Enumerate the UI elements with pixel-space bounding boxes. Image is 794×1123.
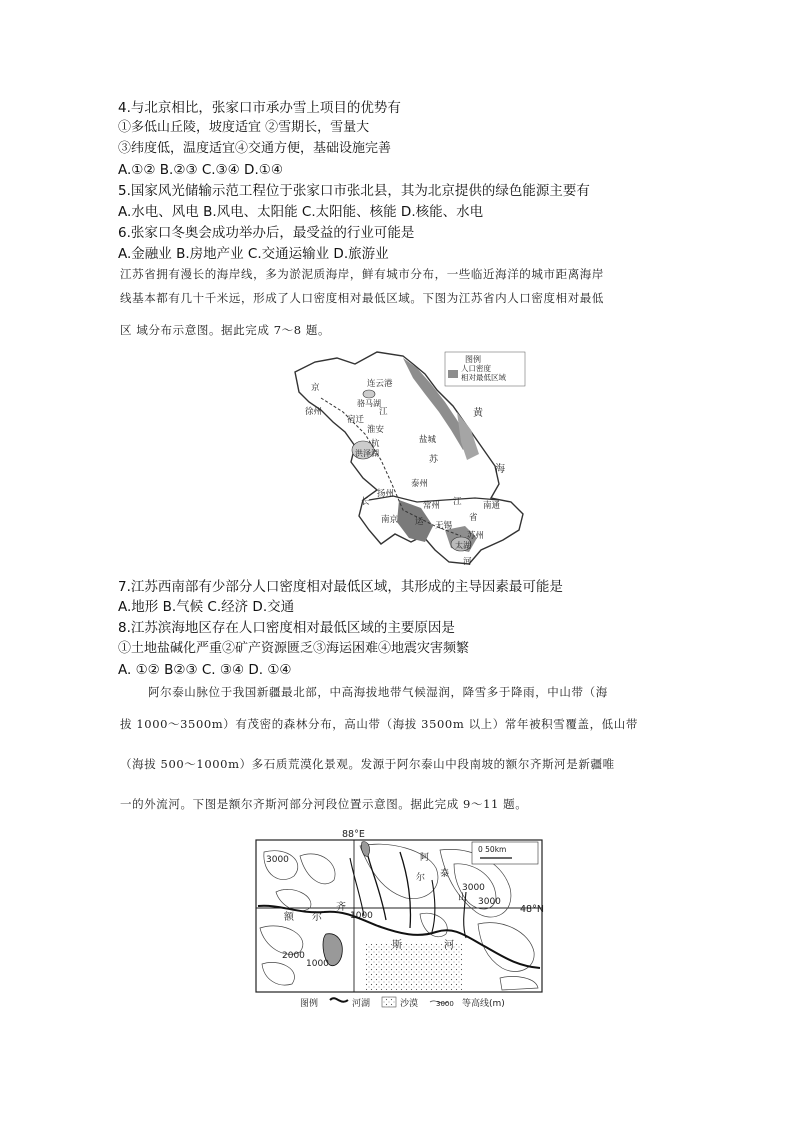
place-wuxi: 无锡 [435,521,453,531]
legend2-desert: 沙漠 [400,999,419,1009]
place-nanjing: 南京 [381,515,399,525]
legend-label-2: 相对最低区域 [461,373,506,382]
place-taizhou: 泰州 [411,479,429,489]
contour-2000: 2000 [282,951,305,961]
passage2-line4: 一的外流河。下图是额尔齐斯河部分河段位置示意图。据此完成 9～11 题。 [120,797,528,811]
q6-choices: A.金融业 B.房地产业 C.交通运输业 D.旅游业 [118,246,389,262]
place-jing: 京 [311,383,320,393]
jiangsu-map [285,350,530,568]
river-label-e: 额 [284,912,294,923]
legend-title: 图例 [465,355,481,364]
contour-1000-a: 1000 [306,959,329,969]
passage1-line2: 线基本都有几十千米远，形成了人口密度相对最低区域。下图为江苏省内人口密度相对最低 [120,291,604,305]
legend-swatch [448,370,458,378]
river-label-qi: 齐 [336,902,346,913]
contour-3000-a: 3000 [266,855,289,865]
q5-stem: 5.国家风光储输示范工程位于张家口市张北县，其为北京提供的绿色能源主要有 [118,183,590,199]
river-label-si: 斯 [392,940,402,951]
mtn-label-tai: 泰 [440,869,450,879]
q4-options-1: ①多低山丘陵，坡度适宜 ②雪期长，雪量大 [118,120,370,135]
q6-stem: 6.张家口冬奥会成功举办后，最受益的行业可能是 [118,225,415,241]
q8-choices: A. ①② B②③ C. ③④ D. ①④ [118,662,292,678]
place-lianyungang: 连云港 [367,379,393,389]
irtysh-map [240,828,558,1013]
place-nantong: 南通 [483,501,501,511]
lat-label: 48°N [520,904,544,915]
mtn-label-a: 阿 [420,853,430,863]
place-su: 苏 [429,455,439,465]
place-jiang: 江 [379,407,388,417]
irtysh-map-svg [240,828,558,1013]
q8-options: ①土地盐碱化严重②矿产资源匮乏③海运困难④地震灾害频繁 [118,641,470,656]
place-luomahu: 骆马湖 [357,399,381,408]
mtn-label-shan: 山 [458,893,468,903]
place-xuzhou: 徐州 [305,407,323,417]
legend2-contour-value: 3000 [436,1000,454,1008]
q7-stem: 7.江苏西南部有少部分人口密度相对最低区域，其形成的主导因素最可能是 [118,579,563,595]
passage2-line2: 拔 1000～3500m）有茂密的森林分布，高山带（海拔 3500m 以上）常年被积雪覆盖，低山带 [120,717,638,731]
scale-label: 0 50km [478,845,507,854]
place-huang: 黄 [473,408,483,419]
place-yun: 运 [415,517,424,527]
legend-label-1: 人口密度 [461,364,491,373]
place-suqian: 宿迁 [347,415,365,425]
place-suzhou: 苏州 [467,531,485,541]
q8-stem: 8.江苏滨海地区存在人口密度相对最低区域的主要原因是 [118,620,455,636]
place-he: 河 [463,557,472,567]
q4-choices: A.①② B.②③ C.③④ D.①④ [118,162,283,178]
q7-choices: A.地形 B.气候 C.经济 D.交通 [118,599,295,615]
place-hongzehu: 洪泽湖 [355,449,379,458]
mtn-label-er: 尔 [416,873,426,883]
legend2-contour: 等高线(m) [462,999,505,1009]
jiangsu-map-svg [285,350,530,568]
legend2-river: 河湖 [352,999,371,1009]
q4-options-2: ③纬度低，温度适宜④交通方便，基础设施完善 [118,141,392,156]
legend2-desert-symbol [382,997,396,1007]
luomahu-lake [363,390,375,398]
place-changzhou: 常州 [423,501,441,511]
passage2-line1: 阿尔泰山脉位于我国新疆最北部，中高海拔地带气候湿润，降雪多于降雨，中山带（海 [148,685,608,699]
q5-choices: A.水电、风电 B.风电、太阳能 C.太阳能、核能 D.核能、水电 [118,204,484,220]
place-chang: 长 [361,497,370,507]
place-taihu: 太湖 [455,541,471,550]
contour-3000-c: 3000 [478,897,501,907]
place-yangzhou: 扬州 [377,489,395,499]
legend2-river-symbol [330,998,348,1001]
place-hang: 杭 [371,439,380,449]
passage1-line3: 区 域分布示意图。据此完成 7～8 题。 [120,323,331,337]
river-label-er: 尔 [312,912,322,923]
passage1-line1: 江苏省拥有漫长的海岸线，多为淤泥质海岸，鲜有城市分布，一些临近海洋的城市距离海岸 [120,267,604,281]
legend2-title: 图例 [300,999,319,1009]
place-yancheng: 盐城 [419,435,437,445]
contour-3000-b: 3000 [462,883,485,893]
passage2-line3: （海拔 500～1000m）多石质荒漠化景观。发源于阿尔泰山中段南坡的额尔齐斯河是新疆唯 [120,757,615,771]
place-huaian: 淮安 [367,425,385,435]
river-label-he: 河 [444,940,454,951]
contour-1000-b: 1000 [350,911,373,921]
place-sheng: 省 [469,513,478,523]
place-hai: 海 [495,464,505,475]
q4-stem: 4.与北京相比，张家口市承办雪上项目的优势有 [118,100,401,116]
lon-label: 88°E [342,829,365,840]
place-jiang-2: 江 [453,497,462,507]
